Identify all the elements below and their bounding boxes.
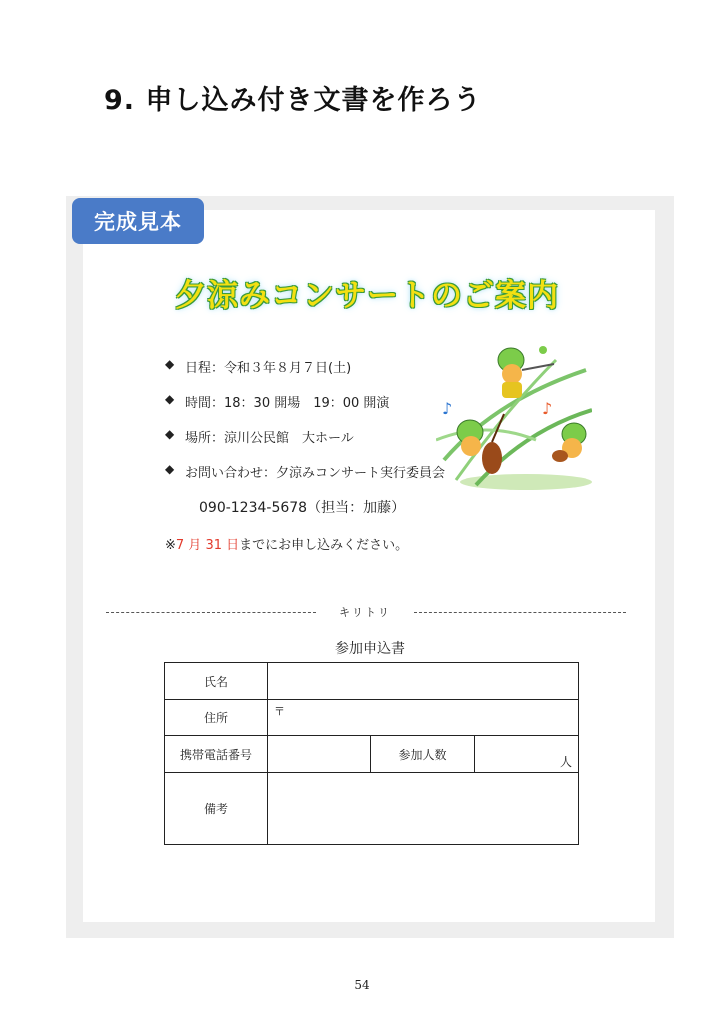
- svg-text:♪: ♪: [542, 399, 553, 418]
- event-date-text: 日程：令和３年８月７日(土): [185, 361, 352, 376]
- form-title: 参加申込書: [335, 641, 405, 657]
- event-time: [165, 392, 445, 427]
- event-date: [165, 357, 445, 392]
- cut-line: [106, 604, 626, 620]
- deadline-text: までにお申し込みください。: [239, 538, 409, 553]
- crickets-playing-instruments-icon: [436, 340, 592, 490]
- postal-mark: 〒: [274, 705, 285, 718]
- event-place: [165, 427, 445, 462]
- event-info-list: [165, 357, 445, 532]
- remarks-label: 備考: [165, 773, 268, 845]
- flyer-title: 夕涼みコンサートのご案内: [175, 278, 559, 314]
- bullet-icon: ◆: [165, 392, 175, 406]
- participants-field: [475, 736, 579, 773]
- deadline-prefix: ※: [165, 538, 176, 553]
- page-title: 9. 申し込み付き文書を作ろう: [104, 85, 482, 116]
- participants-unit: 人: [560, 755, 573, 769]
- address-label: 住所: [165, 700, 268, 736]
- name-field: [268, 663, 579, 700]
- remarks-field: [268, 773, 579, 845]
- event-contact-text: お問い合わせ：夕涼みコンサート実行委員会: [185, 466, 446, 481]
- form-row-remarks: [165, 773, 579, 845]
- contact-phone: 090-1234-5678（担当：加藤）: [199, 500, 406, 516]
- application-form: [164, 662, 579, 845]
- mobile-field: [268, 736, 371, 773]
- event-contact: [165, 462, 445, 497]
- cut-label: キリトリ: [339, 606, 391, 619]
- participants-label: 参加人数: [371, 736, 475, 773]
- bullet-icon: ◆: [165, 462, 175, 476]
- event-time-text: 時間：18：30 開場 19：00 開演: [185, 396, 390, 411]
- form-row-contact: [165, 736, 579, 773]
- event-place-text: 場所：涼川公民館 大ホール: [185, 431, 354, 446]
- sample-badge: 完成見本: [72, 198, 204, 244]
- bullet-icon: ◆: [165, 427, 175, 441]
- address-field: [268, 700, 579, 736]
- name-label: 氏名: [165, 663, 268, 700]
- form-row-address: [165, 700, 579, 736]
- page-number: 54: [354, 978, 370, 992]
- cut-dash-left: [106, 612, 316, 613]
- deadline-note: [165, 534, 408, 553]
- mobile-label: 携帯電話番号: [165, 736, 268, 773]
- svg-text:♪: ♪: [442, 399, 453, 418]
- cut-dash-right: [414, 612, 626, 613]
- deadline-date: 7 月 31 日: [175, 538, 240, 553]
- form-row-name: [165, 663, 579, 700]
- bullet-icon: ◆: [165, 357, 175, 371]
